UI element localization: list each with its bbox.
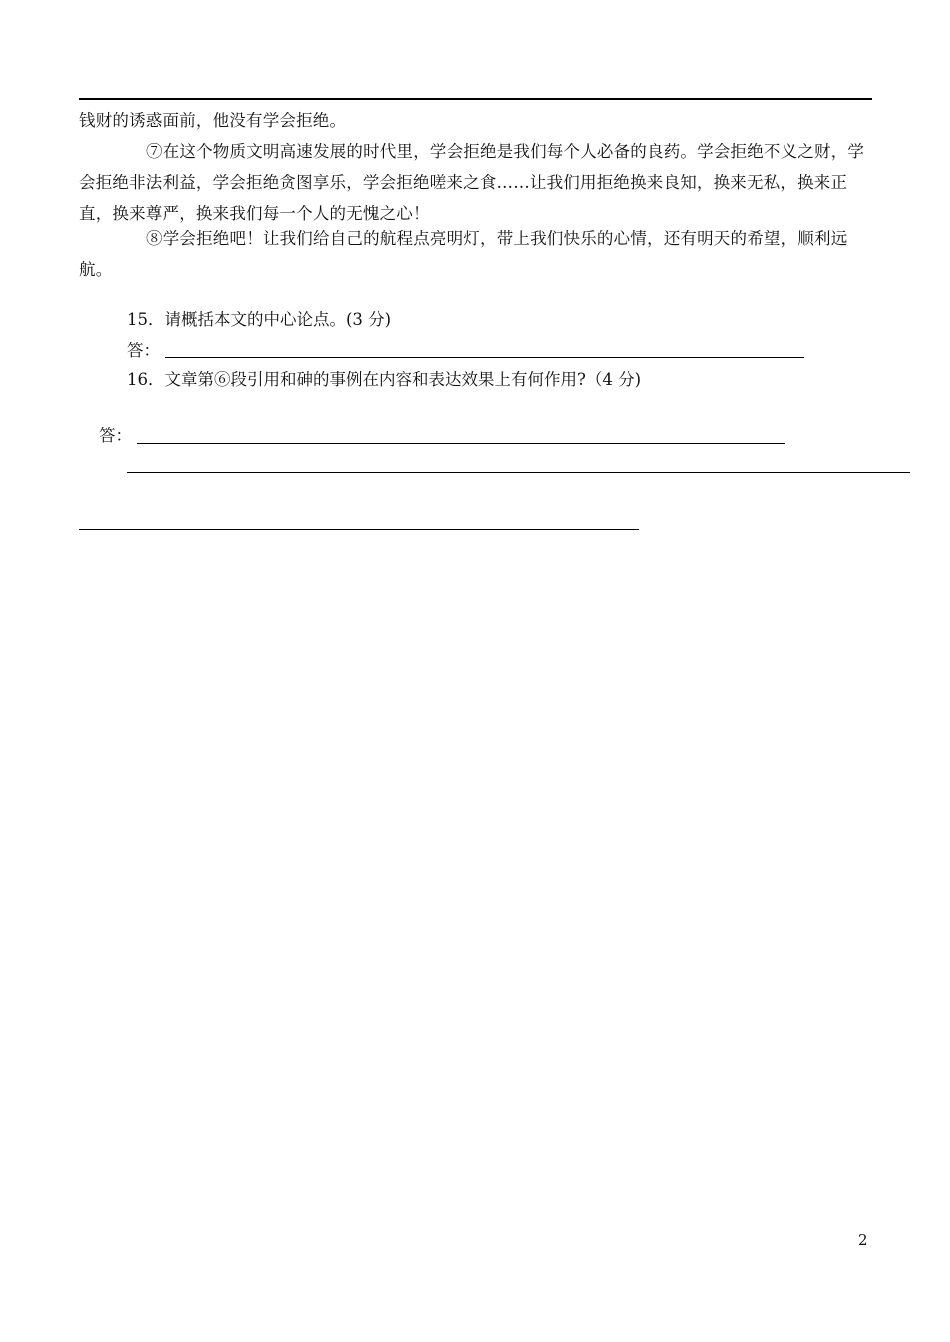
question-16-answer-label: 答：	[99, 426, 132, 445]
question-16: 16．文章第⑥段引用和砷的事例在内容和表达效果上有何作用?（4 分)	[127, 370, 642, 389]
page-number: 2	[858, 1231, 868, 1249]
question-15: 15．请概括本文的中心论点。(3 分)	[127, 310, 392, 329]
question-15-answer-line[interactable]	[165, 357, 804, 358]
question-16-answer-line-3[interactable]	[79, 529, 639, 530]
question-16-answer-line-2[interactable]	[127, 472, 910, 473]
header-rule	[79, 98, 872, 100]
question-15-answer-label: 答：	[127, 341, 160, 360]
question-16-answer-line-1[interactable]	[137, 443, 785, 444]
passage-continuation: 钱财的诱惑面前，他没有学会拒绝。	[79, 111, 347, 130]
paragraph-8: ⑧学会拒绝吧！让我们给自己的航程点亮明灯，带上我们快乐的心情，还有明天的希望，顺利远航。	[79, 229, 848, 279]
paragraph-7: ⑦在这个物质文明高速发展的时代里，学会拒绝是我们每个人必备的良药。学会拒绝不义之财，学会拒绝非法利益，学会拒绝贪图享乐，学会拒绝嗟来之食……让我们用拒绝换来良知，换来无私，换来正直，换来尊严，换来我们每一个人的无愧之心！	[79, 142, 865, 223]
